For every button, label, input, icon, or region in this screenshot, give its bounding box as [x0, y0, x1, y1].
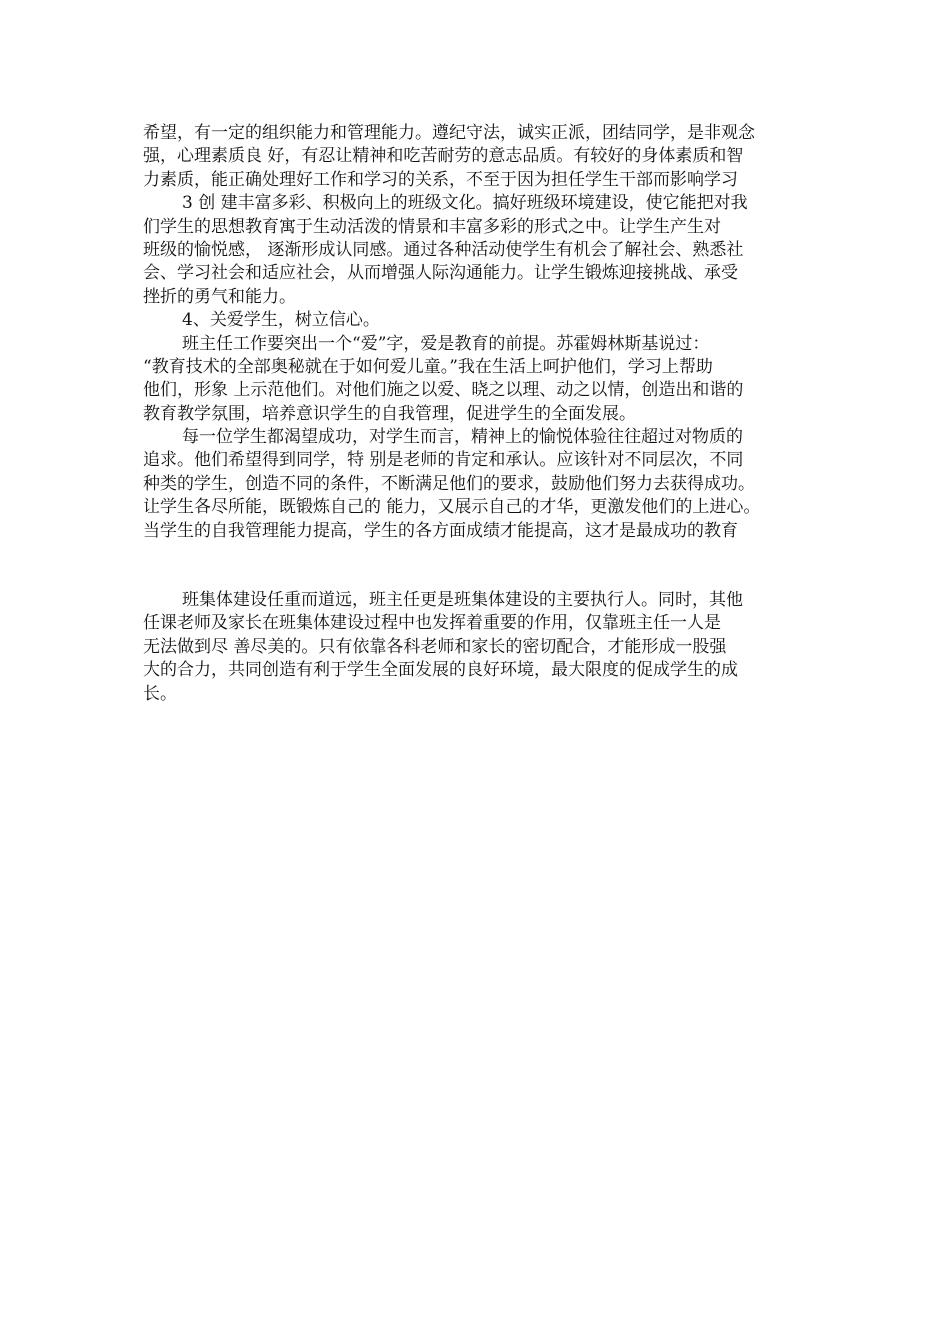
text-line: 他们，形象 上示范他们。对他们施之以爱、晓之以理、动之以情，创造出和谐的: [143, 380, 744, 401]
text-line: 挫折的勇气和能力。: [143, 286, 296, 307]
text-line: 会、学习社会和适应社会，从而增强人际沟通能力。让学生锻炼迎接挑战、承受: [143, 263, 738, 284]
text-line: 希望，有一定的组织能力和管理能力。遵纪守法，诚实正派，团结同学，是非观念: [143, 123, 755, 143]
text-line: 班级的愉悦感， 逐渐形成认同感。通过各种活动使学生有机会了解社会、熟悉社: [143, 239, 744, 260]
text-line: 大的合力，共同创造有利于学生全面发展的良好环境，最大限度的促成学生的成: [143, 660, 738, 681]
text-line: 强，心理素质良 好，有忍让精神和吃苦耐劳的意志品质。有较好的身体素质和智: [143, 146, 744, 167]
text-line: 们学生的思想教育寓于生动活泼的情景和丰富多彩的形式之中。让学生产生对: [143, 216, 721, 237]
document-body: [143, 122, 823, 706]
text-line: 种类的学生，创造不同的条件，不断满足他们的要求，鼓励他们努力去获得成功。: [143, 473, 755, 494]
text-line: 让学生各尽所能，既锻炼自己的 能力，又展示自己的才华，更激发他们的上进心。: [143, 497, 761, 518]
text-line: 无法做到尽 善尽美的。只有依靠各科老师和家长的密切配合，才能形成一股强: [143, 636, 727, 657]
text-line: “教育技术的全部奥秘就在于如何爱儿童。”我在生活上呵护他们，学习上帮助: [143, 356, 713, 377]
text-line: 任课老师及家长在班集体建设过程中也发挥着重要的作用，仅靠班主任一人是: [143, 613, 721, 634]
text-line: 教育教学氛围，培养意识学生的自我管理，促进学生的全面发展。: [143, 403, 636, 424]
text-line: 力素质，能正确处理好工作和学习的关系，不至于因为担任学生干部而影响学习: [143, 169, 738, 190]
section-heading: 4、关爱学生，树立信心。: [182, 310, 380, 331]
text-line: 当学生的自我管理能力提高，学生的各方面成绩才能提高，这才是最成功的教育: [143, 520, 738, 541]
text-line: 班集体建设任重而道远，班主任更是班集体建设的主要执行人。同时，其他: [182, 590, 743, 611]
text-line: 班主任工作要突出一个“爱”字，爱是教育的前提。苏霍姆林斯基说过：: [182, 333, 710, 354]
text-line: 长。: [143, 683, 177, 704]
paragraph-gap: [143, 543, 823, 589]
text-line: 追求。他们希望得到同学，特 别是老师的肯定和承认。应该针对不同层次，不同: [143, 450, 744, 471]
text-line: 每一位学生都渴望成功，对学生而言，精神上的愉悦体验往往超过对物质的: [182, 427, 743, 448]
text-line: 3 创 建丰富多彩、积极向上的班级文化。搞好班级环境建设，使它能把对我: [182, 193, 748, 214]
